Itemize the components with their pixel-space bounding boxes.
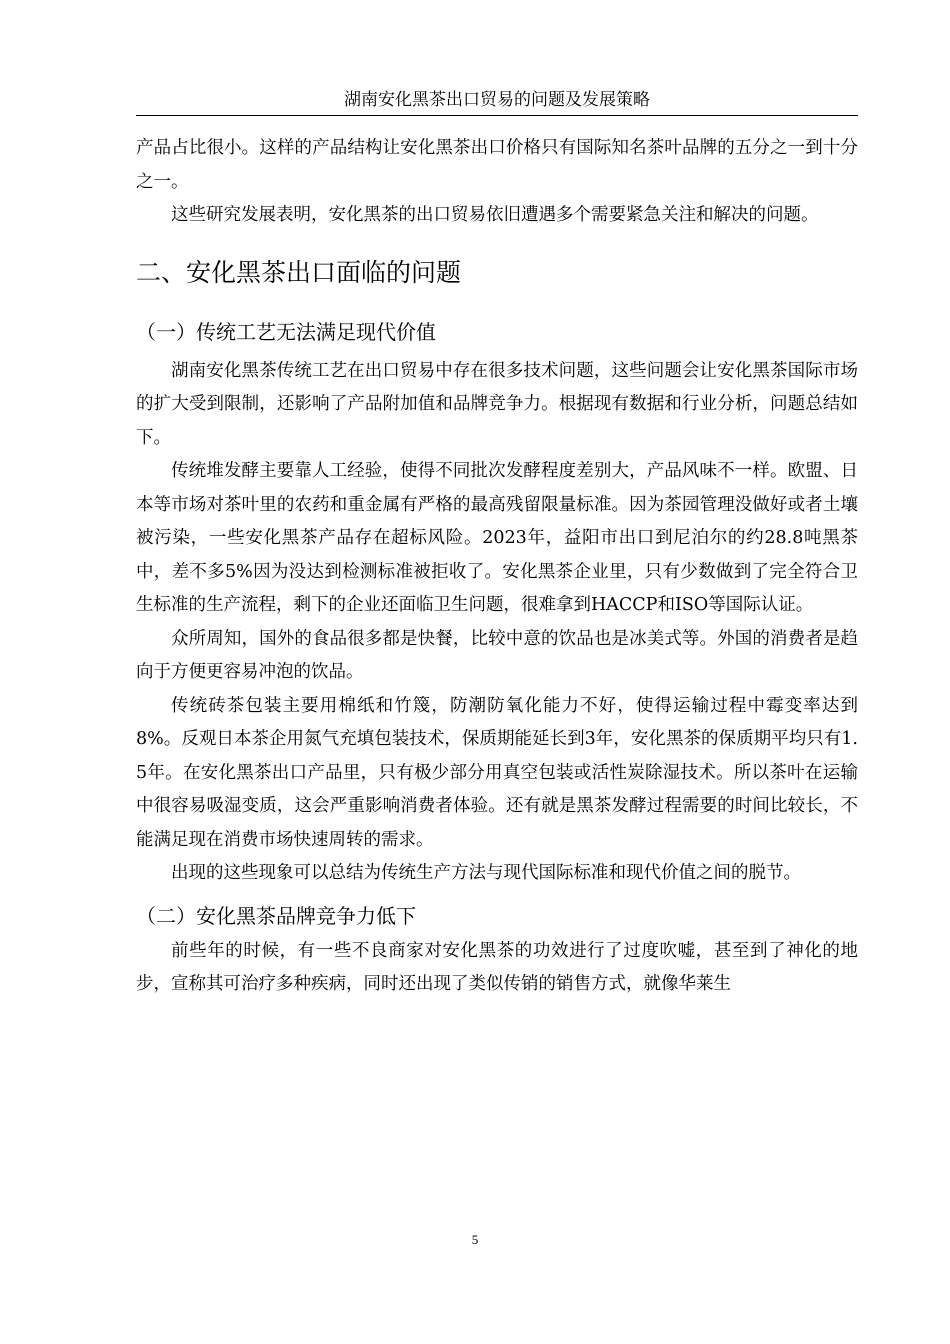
paragraph-brand-competitiveness: 前些年的时候，有一些不良商家对安化黑茶的功效进行了过度吹嘘，甚至到了神化的地步，宣称其可治疗多种疾病，同时还出现了类似传销的销售方式，就像华莱生 xyxy=(136,940,858,994)
paragraph-technical-problems: 湖南安化黑茶传统工艺在出口贸易中存在很多技术问题，这些问题会让安化黑茶国际市场的扩大受到限制，还影响了产品附加值和品牌竞争力。根据现有数据和行业分析，问题总结如下。 xyxy=(136,360,858,448)
header-rule xyxy=(136,115,858,116)
paragraph-summary: 出现的这些现象可以总结为传统生产方法与现代国际标准和现代价值之间的脱节。 xyxy=(171,863,801,883)
section-heading-2: 二、安化黑茶出口面临的问题 xyxy=(136,257,462,287)
subsection-heading-1: （一）传统工艺无法满足现代价值 xyxy=(136,319,436,344)
page-number: 5 xyxy=(471,1232,479,1247)
paragraph-consumer-preference: 众所周知，国外的食品很多都是快餐，比较中意的饮品也是冰美式等。外国的消费者是趋向于方便更容易冲泡的饮品。 xyxy=(136,628,858,682)
paragraph-fermentation-standards: 传统堆发酵主要靠人工经验，使得不同批次发酵程度差别大，产品风味不一样。欧盟、日本等市场对茶叶里的农药和重金属有严格的最高残留限量标准。因为茶园管理没做好或者土壤被污染，一些安化黑茶产品存在超标风险。2023年，益阳市出口到尼泊尔的约28.8吨黑茶中，差不多5%因为没达到检测标准被拒收了。安化黑茶企业里，只有少数做到了完全符合卫生标准的生产流程，剩下的企业还面临卫生问题，很难拿到HACCP和ISO等国际认证。 xyxy=(136,461,858,615)
page-body xyxy=(136,132,858,1002)
paragraph-intro-continued: 产品占比很小。这样的产品结构让安化黑茶出口价格只有国际知名茶叶品牌的五分之一到十分之一。 xyxy=(136,138,858,192)
running-header: 湖南安化黑茶出口贸易的问题及发展策略 xyxy=(344,90,650,110)
paragraph-intro-summary: 这些研究发展表明，安化黑茶的出口贸易依旧遭遇多个需要紧急关注和解决的问题。 xyxy=(171,205,819,225)
subsection-heading-2: （二）安化黑茶品牌竞争力低下 xyxy=(136,903,416,928)
paragraph-packaging: 传统砖茶包装主要用棉纸和竹篾，防潮防氧化能力不好，使得运输过程中霉变率达到8%。反观日本茶企用氮气充填包装技术，保质期能延长到3年，安化黑茶的保质期平均只有1.5年。在安化黑茶出口产品里，只有极少部分用真空包装或活性炭除湿技术。所以茶叶在运输中很容易吸湿变质，这会严重影响消费者体验。还有就是黑茶发酵过程需要的时间比较长，不能满足现在消费市场快速周转的需求。 xyxy=(136,695,858,850)
